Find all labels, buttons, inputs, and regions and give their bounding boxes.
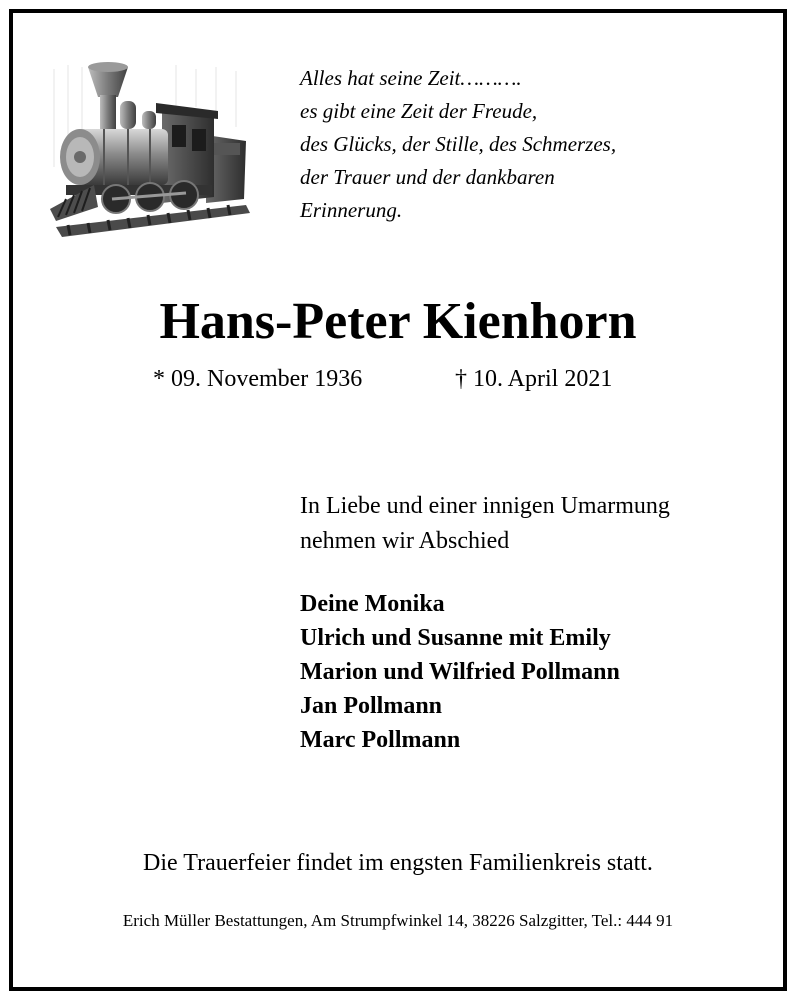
mourners-list: [300, 587, 620, 757]
mourner-name: Ulrich und Susanne mit Emily: [300, 625, 611, 651]
farewell-message: [300, 489, 670, 559]
mourner-name: Marc Pollmann: [300, 727, 461, 753]
ceremony-notice: Die Trauerfeier findet im engsten Familienkreis statt.: [143, 850, 653, 876]
poem-line: der Trauer und der dankbaren: [300, 165, 555, 189]
message-line: nehmen wir Abschied: [300, 528, 510, 554]
poem-line: Erinnerung.: [300, 198, 403, 222]
poem: [300, 62, 616, 227]
death-date: † 10. April 2021: [455, 366, 613, 392]
message-line: In Liebe und einer innigen Umarmung: [300, 493, 670, 519]
deceased-name: Hans-Peter Kienhorn: [159, 293, 637, 350]
steam-locomotive-icon: [46, 57, 252, 239]
birth-date: * 09. November 1936: [153, 366, 363, 392]
mourner-name: Marion und Wilfried Pollmann: [300, 659, 620, 685]
mourner-name: Jan Pollmann: [300, 693, 443, 719]
poem-line: es gibt eine Zeit der Freude,: [300, 99, 538, 123]
poem-line: des Glücks, der Stille, des Schmerzes,: [300, 132, 617, 156]
undertaker-info: Erich Müller Bestattungen, Am Strumpfwinkel 14, 38226 Salzgitter, Tel.: 444 91: [122, 911, 674, 930]
mourner-name: Deine Monika: [300, 591, 445, 617]
poem-line: Alles hat seine Zeit……….: [300, 66, 522, 90]
